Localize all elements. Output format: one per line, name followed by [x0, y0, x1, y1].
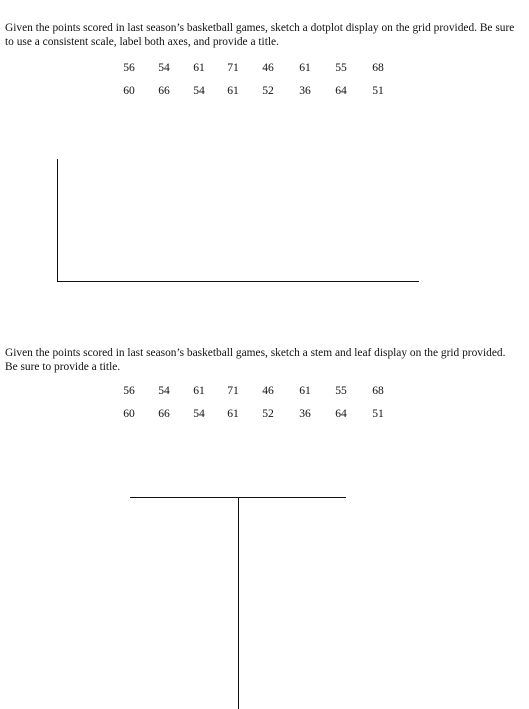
data-value: 60	[123, 407, 135, 420]
data-value: 54	[158, 384, 170, 397]
dotplot-data-grid	[112, 62, 398, 97]
data-value: 56	[123, 61, 135, 74]
data-value: 68	[372, 384, 384, 397]
data-value: 61	[299, 61, 311, 74]
data-value: 61	[193, 384, 205, 397]
stemleaf-data-grid	[112, 385, 398, 420]
data-value: 55	[335, 61, 347, 74]
dotplot-y-axis-line	[57, 159, 58, 282]
data-value: 61	[299, 384, 311, 397]
data-value: 56	[123, 384, 135, 397]
data-value: 68	[372, 61, 384, 74]
dotplot-instructions: Given the points scored in last season’s basketball games, sketch a dotplot display on the grid provided. Be sure to use a consistent scale, label both axes, and provide a title.	[5, 22, 515, 48]
data-value: 54	[193, 84, 205, 97]
data-value: 55	[335, 384, 347, 397]
data-value: 71	[227, 61, 239, 74]
data-value: 51	[372, 407, 384, 420]
data-value: 61	[193, 61, 205, 74]
dotplot-x-axis-line	[57, 281, 419, 282]
data-value: 51	[372, 84, 384, 97]
data-value: 36	[299, 407, 311, 420]
data-value: 46	[262, 61, 274, 74]
data-value: 66	[158, 84, 170, 97]
data-value: 52	[262, 84, 274, 97]
data-value: 71	[227, 384, 239, 397]
data-value: 52	[262, 407, 274, 420]
data-value: 60	[123, 84, 135, 97]
data-value: 61	[227, 407, 239, 420]
data-value: 54	[193, 407, 205, 420]
data-value: 61	[227, 84, 239, 97]
data-value: 64	[335, 84, 347, 97]
data-value: 66	[158, 407, 170, 420]
stemleaf-instructions: Given the points scored in last season’s basketball games, sketch a stem and leaf display on the grid provided. Be sure to provide a title.	[5, 347, 506, 373]
stemleaf-divider-line	[238, 497, 239, 709]
data-value: 36	[299, 84, 311, 97]
data-value: 46	[262, 384, 274, 397]
data-value: 54	[158, 61, 170, 74]
data-value: 64	[335, 407, 347, 420]
